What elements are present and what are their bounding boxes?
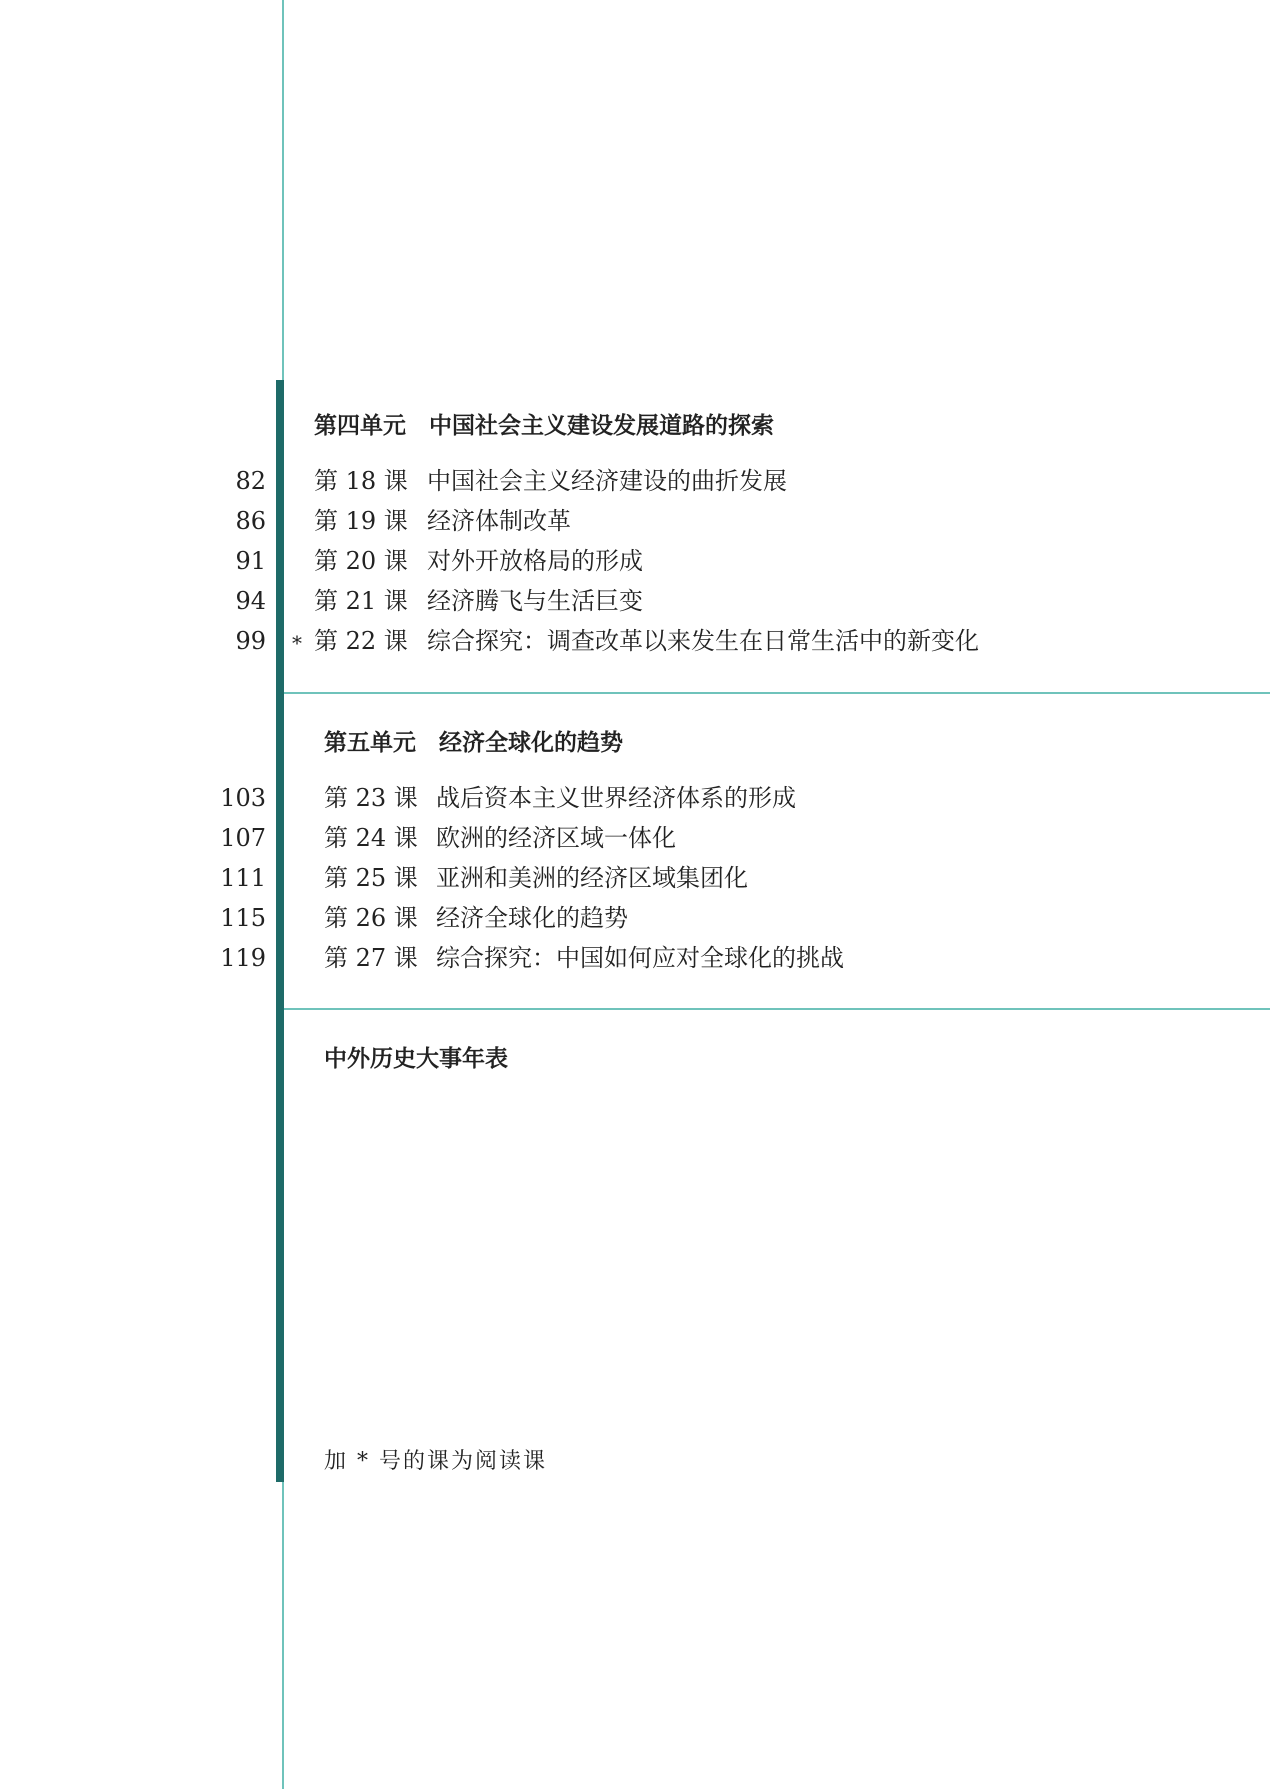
toc-row[interactable] — [0, 903, 1270, 943]
page-number: 115 — [220, 904, 266, 932]
lesson-title: 欧洲的经济区域一体化 — [436, 824, 676, 852]
lesson-label: 第 26 课 — [324, 904, 418, 932]
toc-row[interactable] — [0, 783, 1270, 823]
lesson-label: 第 24 课 — [324, 824, 418, 852]
page-number: 91 — [235, 547, 266, 575]
toc-row[interactable] — [0, 823, 1270, 863]
page-number: 99 — [235, 627, 266, 655]
toc-row[interactable] — [0, 586, 1270, 626]
unit4-title: 第四单元 中国社会主义建设发展道路的探索 — [314, 413, 774, 439]
lesson-title: 中国社会主义经济建设的曲折发展 — [427, 467, 787, 495]
lesson-label: 第 20 课 — [314, 547, 408, 575]
toc-row[interactable] — [0, 506, 1270, 546]
lesson-title: 战后资本主义世界经济体系的形成 — [436, 784, 796, 812]
toc-row[interactable] — [0, 626, 1270, 666]
toc-row[interactable] — [0, 546, 1270, 586]
lesson-title: 经济全球化的趋势 — [436, 904, 628, 932]
toc-row[interactable] — [0, 466, 1270, 506]
lesson-title: 经济体制改革 — [427, 507, 571, 535]
footnote: 加 * 号的课为阅读课 — [324, 1449, 547, 1474]
page-number: 82 — [235, 467, 266, 495]
unit5-title: 第五单元 经济全球化的趋势 — [324, 730, 623, 756]
page-number: 86 — [235, 507, 266, 535]
appendix-title[interactable]: 中外历史大事年表 — [324, 1046, 508, 1072]
lesson-label: 第 19 课 — [314, 507, 408, 535]
lesson-label: 第 25 课 — [324, 864, 418, 892]
reading-lesson-marker: * — [292, 631, 302, 655]
lesson-title: 亚洲和美洲的经济区域集团化 — [436, 864, 748, 892]
toc-row[interactable] — [0, 943, 1270, 983]
page-number: 103 — [220, 784, 266, 812]
lesson-label: 第 23 课 — [324, 784, 418, 812]
section-divider — [284, 1008, 1270, 1010]
page-number: 94 — [235, 587, 266, 615]
toc-row[interactable] — [0, 863, 1270, 903]
unit4-lesson-list — [0, 466, 1270, 666]
page-number: 119 — [220, 944, 266, 972]
lesson-label: 第 18 课 — [314, 467, 408, 495]
page-number: 107 — [220, 824, 266, 852]
lesson-title: 对外开放格局的形成 — [427, 547, 643, 575]
page-number: 111 — [220, 864, 266, 892]
lesson-title: 综合探究：调查改革以来发生在日常生活中的新变化 — [427, 627, 979, 655]
section-divider — [284, 692, 1270, 694]
lesson-label: 第 21 课 — [314, 587, 408, 615]
unit5-lesson-list — [0, 783, 1270, 983]
lesson-label: 第 22 课 — [314, 627, 408, 655]
lesson-title: 综合探究：中国如何应对全球化的挑战 — [436, 944, 844, 972]
lesson-label: 第 27 课 — [324, 944, 418, 972]
lesson-title: 经济腾飞与生活巨变 — [427, 587, 643, 615]
